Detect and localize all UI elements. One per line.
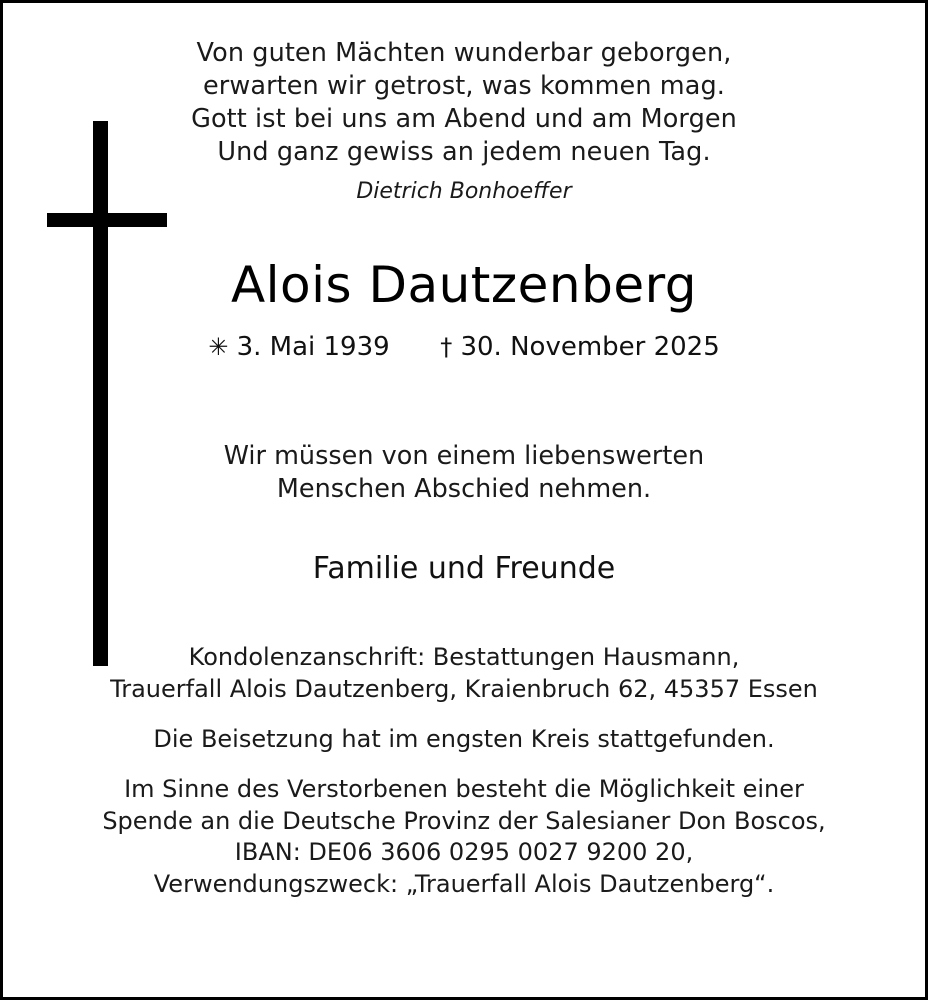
footer-information <box>43 642 885 901</box>
signature: Familie und Freunde <box>312 550 616 586</box>
death-symbol-icon: † <box>440 332 453 361</box>
poem <box>43 37 885 170</box>
life-dates <box>43 332 885 362</box>
poem-line: Und ganz gewiss an jedem neuen Tag. <box>217 137 711 168</box>
footer-line: Im Sinne des Verstorbenen besteht die Möglichkeit einer <box>124 774 804 803</box>
condolence-address-block <box>43 642 885 706</box>
death-date: 30. November 2025 <box>460 331 720 362</box>
poem-line: Von guten Mächten wunderbar geborgen, <box>196 38 732 68</box>
poem-author: Dietrich Bonhoeffer <box>356 178 572 204</box>
farewell-line: Wir müssen von einem liebenswerten <box>223 440 705 471</box>
farewell-line: Menschen Abschied nehmen. <box>276 474 652 505</box>
donation-block <box>43 774 885 902</box>
obituary-inner <box>3 3 925 997</box>
footer-line: Trauerfall Alois Dautzenberg, Kraienbruch 62, 45357 Essen <box>110 674 818 703</box>
footer-line: Verwendungszweck: „Trauerfall Alois Dautzenberg“. <box>153 870 775 899</box>
obituary-content <box>43 37 885 901</box>
footer-line: Die Beisetzung hat im engsten Kreis stattgefunden. <box>153 724 775 753</box>
poem-line: Gott ist bei uns am Abend und am Morgen <box>191 104 737 135</box>
birth-date: 3. Mai 1939 <box>236 331 390 362</box>
burial-note-block <box>43 724 885 756</box>
footer-line: Kondolenzanschrift: Bestattungen Hausmann, <box>188 642 740 671</box>
deceased-name: Alois Dautzenberg <box>230 255 698 314</box>
farewell-message <box>43 440 885 507</box>
footer-line: IBAN: DE06 3606 0295 0027 9200 20, <box>234 838 694 867</box>
poem-line: erwarten wir getrost, was kommen mag. <box>203 71 725 102</box>
birth-symbol-icon: ✳ <box>208 332 229 361</box>
footer-line: Spende an die Deutsche Provinz der Salesianer Don Boscos, <box>102 806 826 835</box>
